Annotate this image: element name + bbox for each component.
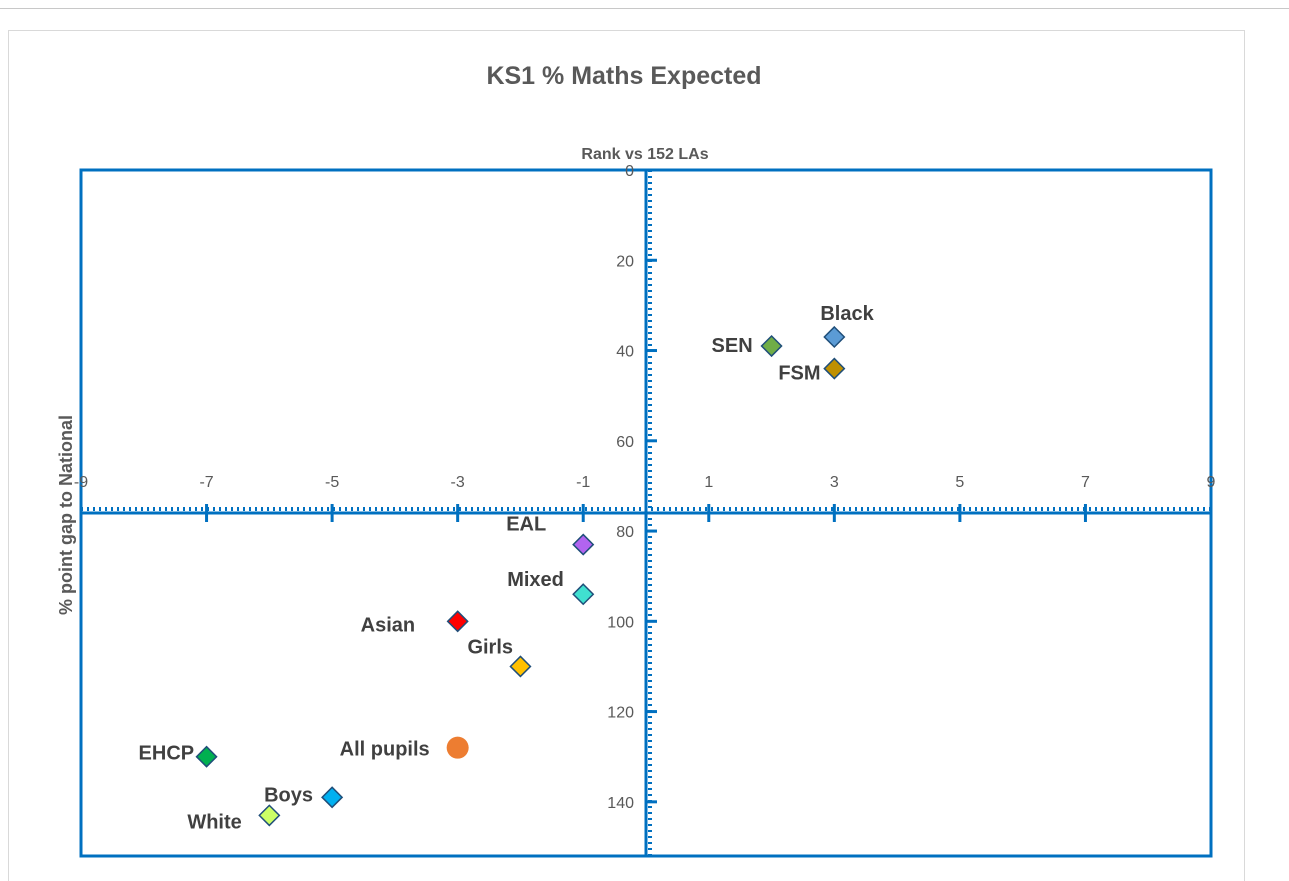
y-tick-label: 100 [607, 614, 634, 632]
point-label-all-pupils: All pupils [339, 738, 430, 761]
x-tick-label: 5 [955, 474, 965, 491]
point-girls [510, 656, 530, 676]
point-sen [762, 336, 782, 356]
point-label-asian: Asian [360, 614, 416, 637]
y-tick-label: 80 [616, 524, 634, 542]
y-tick-label: 0 [625, 163, 634, 180]
x-tick-label: -9 [73, 474, 89, 491]
point-fsm [824, 359, 844, 379]
point-label-black: Black [820, 302, 874, 325]
y-tick-label: 140 [607, 794, 634, 812]
x-tick-label: 1 [704, 474, 714, 491]
x-tick-label: -3 [450, 474, 465, 491]
y-axis-label: % point gap to National [56, 415, 76, 615]
y-tick-label: 40 [616, 343, 634, 361]
y-tick-label: 60 [616, 433, 634, 451]
point-white [259, 805, 279, 825]
point-label-boys: Boys [264, 784, 314, 807]
y-tick-label: 120 [607, 704, 634, 722]
point-all-pupils [447, 737, 469, 759]
point-label-girls: Girls [467, 636, 514, 659]
point-label-sen: SEN [711, 335, 753, 358]
point-asian [448, 611, 468, 631]
x-tick-label: -5 [324, 474, 340, 491]
x-tick-label: -1 [576, 474, 591, 491]
point-label-eal: EAL [506, 513, 547, 536]
point-boys [322, 787, 342, 807]
point-label-mixed: Mixed [507, 569, 564, 592]
y-tick-label: 20 [616, 253, 634, 271]
x-tick-label: 9 [1206, 474, 1216, 491]
point-labels-group [139, 303, 875, 833]
x-tick-label: -7 [199, 474, 214, 491]
point-black [824, 327, 844, 347]
point-label-ehcp: EHCP [138, 742, 195, 765]
x-tick-label: 3 [829, 474, 839, 491]
x-axis-label: Rank vs 152 LAs [581, 146, 709, 163]
point-mixed [573, 584, 593, 604]
point-label-white: White [187, 811, 242, 834]
point-label-fsm: FSM [778, 362, 821, 385]
point-eal [573, 535, 593, 555]
point-ehcp [197, 747, 217, 767]
x-tick-label: 7 [1080, 474, 1090, 491]
axes-group [81, 170, 1211, 856]
chart-title: KS1 % Maths Expected [486, 62, 762, 90]
